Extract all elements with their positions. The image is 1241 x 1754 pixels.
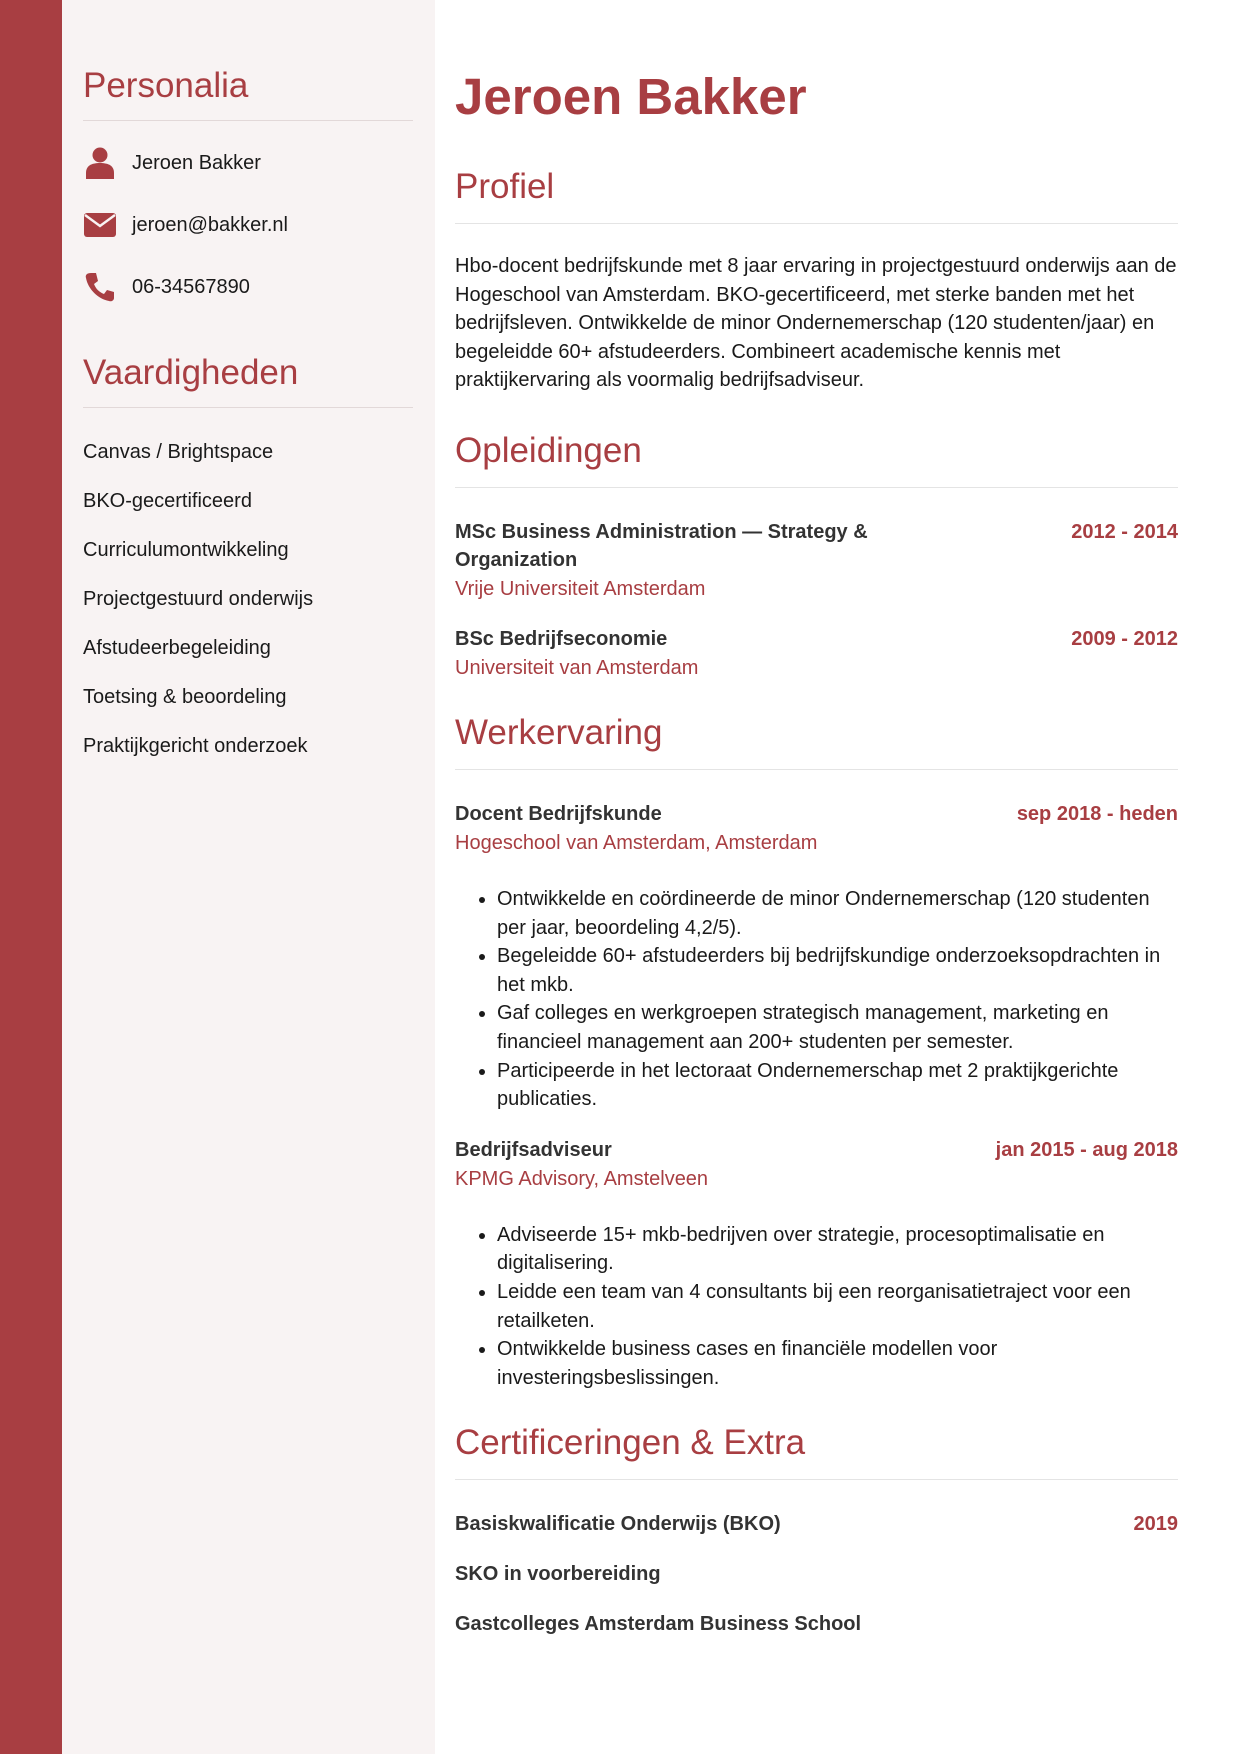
degree-title: BSc Bedrijfseconomie <box>455 627 668 650</box>
education-item <box>455 518 1178 603</box>
personalia-heading: Personalia <box>83 66 249 105</box>
contact-phone[interactable]: 06-34567890 <box>83 267 413 307</box>
company-name: KPMG Advisory, Amstelveen <box>455 1167 709 1190</box>
job-bullets <box>455 1221 1178 1393</box>
cert-item <box>455 1510 1178 1538</box>
main-content <box>455 62 1178 1638</box>
skill-item: Afstudeerbegeleiding <box>83 637 271 659</box>
job-date: jan 2015 - aug 2018 <box>995 1138 1178 1161</box>
bullet-item: • Adviseerde 15+ mkb-bedrijven over strategie, procesoptimalisatie en digitalisering. <box>497 1221 1178 1278</box>
cert-date: 2019 <box>1133 1513 1178 1536</box>
cert-item <box>455 1610 1178 1638</box>
bullet-item: • Begeleidde 60+ afstudeerders bij bedrijfskundige onderzoeksopdrachten in het mkb. <box>497 942 1178 999</box>
degree-title: MSc Business Administration — Strategy & Organization <box>455 520 868 571</box>
person-icon <box>83 146 117 180</box>
education-section <box>455 430 1178 682</box>
bullet-item: • Ontwikkelde en coördineerde de minor Ondernemerschap (120 studenten per jaar, beoordeling 4,2/5). <box>497 885 1178 942</box>
skill-item: BKO-gecertificeerd <box>83 490 252 512</box>
bullet-item: • Ontwikkelde business cases en financiële modellen voor investeringsbeslissingen. <box>497 1335 1178 1392</box>
cert-item <box>455 1560 1178 1588</box>
school-name: Vrije Universiteit Amsterdam <box>455 577 706 600</box>
divider <box>83 407 413 408</box>
education-item <box>455 625 1178 682</box>
candidate-name: Jeroen Bakker <box>455 68 807 125</box>
bullet-item: • Leidde een team van 4 consultants bij een reorganisatietraject voor een retailketen. <box>497 1278 1178 1335</box>
company-name: Hogeschool van Amsterdam, Amsterdam <box>455 831 818 854</box>
divider <box>455 769 1178 770</box>
work-heading: Werkervaring <box>455 712 663 752</box>
job-title: Docent Bedrijfskunde <box>455 802 662 825</box>
profile-text: Hbo-docent bedrijfskunde met 8 jaar ervaring in projectgestuurd onderwijs aan de Hogeschool van Amsterdam. BKO-gecertificeerd, met sterke banden met het bedrijfsleven. Ontwikkelde de minor Ondernemerschap (120 studenten/jaar) en begeleidde 60+ afstudeerders. Combineert academische kennis met praktijkervaring als voormalig bedrijfsadviseur. <box>455 255 1177 392</box>
phone-icon <box>83 270 117 304</box>
certifications-heading: Certificeringen & Extra <box>455 1423 806 1463</box>
skills-heading: Vaardigheden <box>83 353 299 392</box>
divider <box>83 120 413 121</box>
work-item <box>455 800 1178 1114</box>
divider <box>455 223 1178 224</box>
cert-title: Gastcolleges Amsterdam Business School <box>455 1613 862 1636</box>
education-heading: Opleidingen <box>455 430 642 470</box>
cert-title: SKO in voorbereiding <box>455 1563 661 1586</box>
skill-item: Praktijkgericht onderzoek <box>83 735 308 757</box>
work-item <box>455 1136 1178 1393</box>
sidebar <box>62 0 435 1754</box>
skills-list <box>83 440 413 758</box>
profile-heading: Profiel <box>455 167 555 206</box>
bullet-item: • Gaf colleges en werkgroepen strategisch management, marketing en financieel management aan 200+ studenten per semester. <box>497 999 1178 1056</box>
accent-bar <box>0 0 62 1754</box>
education-date: 2012 - 2014 <box>1071 520 1178 543</box>
contact-name: Jeroen Bakker <box>83 143 413 183</box>
bullet-item: • Participeerde in het lectoraat Ondernemerschap met 2 praktijkgerichte publicaties. <box>497 1057 1178 1114</box>
contact-email[interactable]: jeroen@bakker.nl <box>83 205 413 245</box>
education-date: 2009 - 2012 <box>1071 627 1178 650</box>
certifications-section <box>455 1422 1178 1638</box>
job-title: Bedrijfsadviseur <box>455 1138 612 1161</box>
job-bullets <box>455 885 1178 1114</box>
envelope-icon <box>83 208 117 242</box>
divider <box>455 1479 1178 1480</box>
skill-item: Curriculumontwikkeling <box>83 539 289 561</box>
skill-item: Canvas / Brightspace <box>83 441 274 463</box>
profile-section <box>455 166 1178 395</box>
job-date: sep 2018 - heden <box>1016 802 1178 825</box>
skill-item: Toetsing & beoordeling <box>83 686 287 708</box>
skill-item: Projectgestuurd onderwijs <box>83 588 314 610</box>
divider <box>455 487 1178 488</box>
work-section <box>455 712 1178 1392</box>
school-name: Universiteit van Amsterdam <box>455 656 699 679</box>
cert-title: Basiskwalificatie Onderwijs (BKO) <box>455 1513 781 1536</box>
